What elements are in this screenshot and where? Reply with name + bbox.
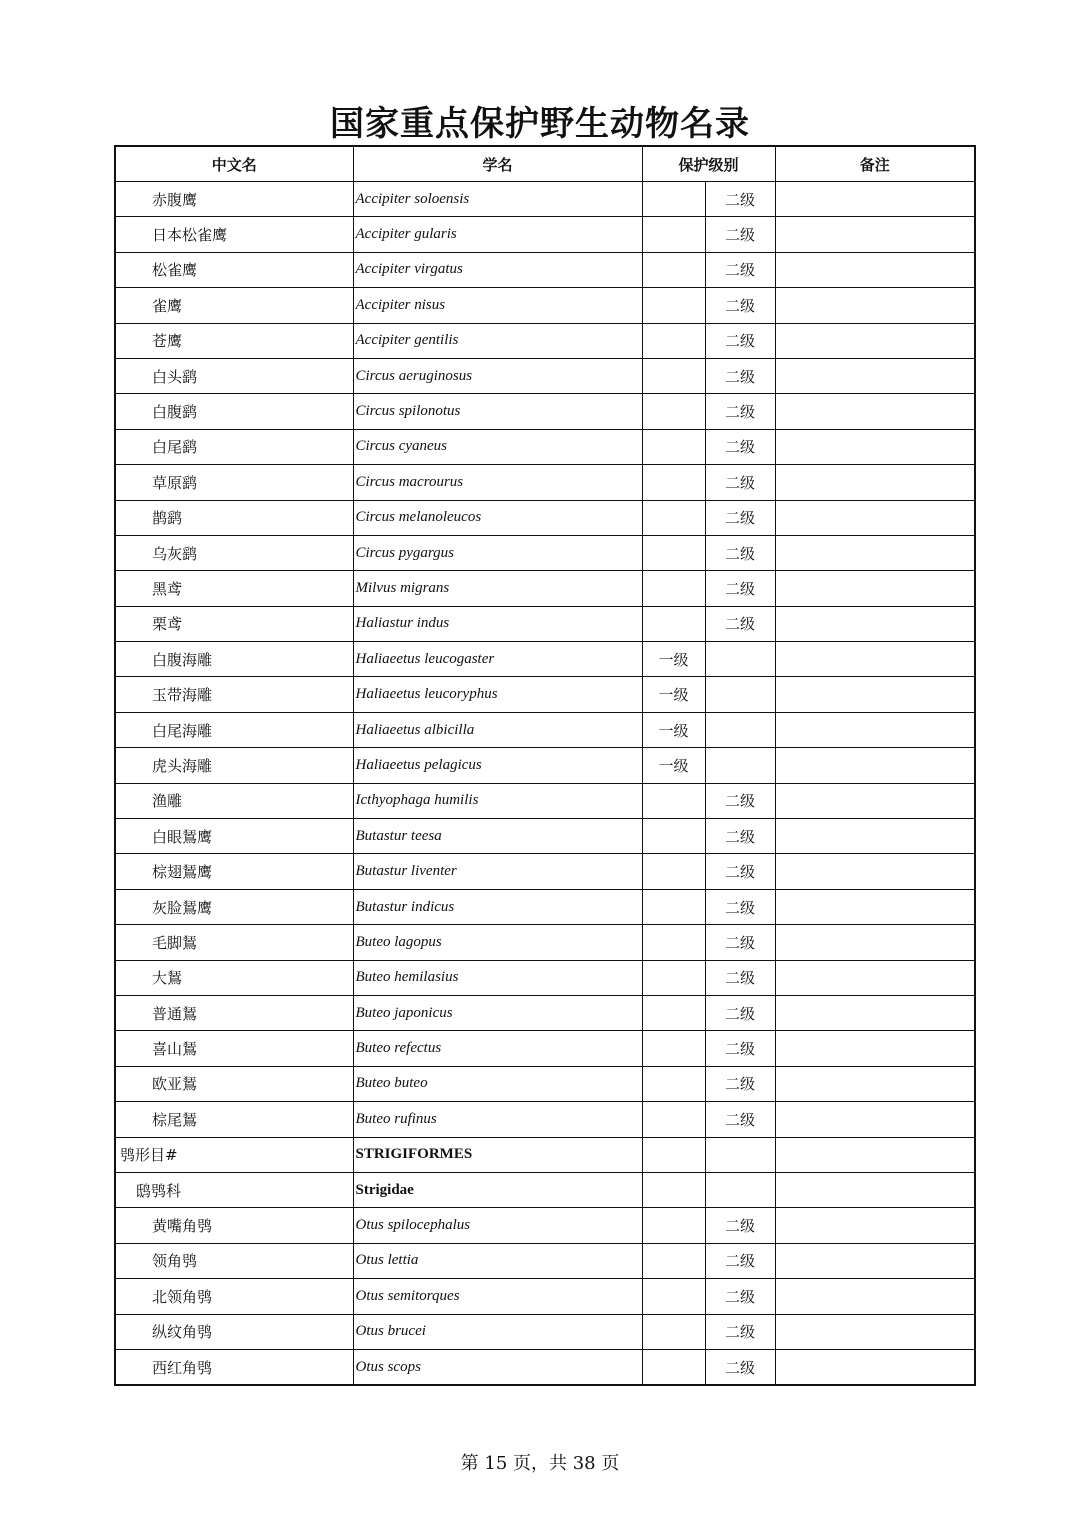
notes-cell xyxy=(775,712,975,747)
notes-cell xyxy=(775,606,975,641)
scientific-name-cell: Butastur liventer xyxy=(353,854,642,889)
page-title: 国家重点保护野生动物名录 xyxy=(330,104,750,144)
family-row xyxy=(115,1172,975,1207)
level-two-cell: 二级 xyxy=(705,465,775,500)
level-two-cell: 二级 xyxy=(705,1314,775,1349)
table-row xyxy=(115,819,975,854)
chinese-name-cell: 北领角鸮 xyxy=(115,1279,353,1314)
level-two-cell xyxy=(705,677,775,712)
table-row xyxy=(115,854,975,889)
level-one-cell xyxy=(642,1279,705,1314)
notes-cell xyxy=(775,358,975,393)
level-two-cell: 二级 xyxy=(705,1031,775,1066)
level-one-cell xyxy=(642,465,705,500)
table-header-row xyxy=(115,146,975,182)
notes-cell xyxy=(775,535,975,570)
level-two-cell: 二级 xyxy=(705,783,775,818)
scientific-name-cell: Milvus migrans xyxy=(353,571,642,606)
notes-cell xyxy=(775,1031,975,1066)
notes-cell xyxy=(775,323,975,358)
chinese-name-cell: 渔雕 xyxy=(115,783,353,818)
notes-cell xyxy=(775,783,975,818)
table-row xyxy=(115,465,975,500)
header-scientific-name: 学名 xyxy=(353,146,642,182)
chinese-name-cell: 赤腹鹰 xyxy=(115,182,353,217)
notes-cell xyxy=(775,1349,975,1385)
level-two-cell: 二级 xyxy=(705,252,775,287)
level-one-cell xyxy=(642,571,705,606)
scientific-name-cell: Otus brucei xyxy=(353,1314,642,1349)
notes-cell xyxy=(775,960,975,995)
notes-cell xyxy=(775,394,975,429)
chinese-name-cell: 鹊鹞 xyxy=(115,500,353,535)
notes-cell xyxy=(775,925,975,960)
chinese-name-cell: 日本松雀鹰 xyxy=(115,217,353,252)
notes-cell xyxy=(775,1208,975,1243)
level-two-cell: 二级 xyxy=(705,606,775,641)
notes-cell xyxy=(775,1314,975,1349)
scientific-name-cell: Otus semitorques xyxy=(353,1279,642,1314)
chinese-name-cell: 草原鹞 xyxy=(115,465,353,500)
level-one-cell xyxy=(642,889,705,924)
level-one-cell xyxy=(642,252,705,287)
table-row xyxy=(115,712,975,747)
scientific-name-cell: Accipiter soloensis xyxy=(353,182,642,217)
notes-cell xyxy=(775,748,975,783)
scientific-name-cell: Circus spilonotus xyxy=(353,394,642,429)
level-two-cell: 二级 xyxy=(705,500,775,535)
table-row xyxy=(115,925,975,960)
chinese-name-cell: 白眼鵟鹰 xyxy=(115,819,353,854)
scientific-name-cell: Otus lettia xyxy=(353,1243,642,1278)
level-one-cell xyxy=(642,995,705,1030)
level-two-cell: 二级 xyxy=(705,1066,775,1101)
scientific-name-cell: Haliastur indus xyxy=(353,606,642,641)
scientific-name-cell: Circus cyaneus xyxy=(353,429,642,464)
chinese-name-cell: 乌灰鹞 xyxy=(115,535,353,570)
chinese-name-cell: 黄嘴角鸮 xyxy=(115,1208,353,1243)
level-one-cell xyxy=(642,1031,705,1066)
chinese-name-cell: 虎头海雕 xyxy=(115,748,353,783)
level-one-cell xyxy=(642,182,705,217)
level-two-cell xyxy=(705,748,775,783)
notes-cell xyxy=(775,677,975,712)
scientific-name-cell: Buteo hemilasius xyxy=(353,960,642,995)
scientific-name-cell: Butastur teesa xyxy=(353,819,642,854)
table-row xyxy=(115,642,975,677)
level-two-cell: 二级 xyxy=(705,394,775,429)
chinese-name-cell: 毛脚鵟 xyxy=(115,925,353,960)
scientific-name-cell: Circus melanoleucos xyxy=(353,500,642,535)
scientific-name-cell: Butastur indicus xyxy=(353,889,642,924)
level-one-cell xyxy=(642,1243,705,1278)
notes-cell xyxy=(775,288,975,323)
level-one-cell xyxy=(642,394,705,429)
level-two-cell xyxy=(705,1137,775,1172)
chinese-name-cell: 棕翅鵟鹰 xyxy=(115,854,353,889)
table-row xyxy=(115,571,975,606)
scientific-name-cell: Circus pygargus xyxy=(353,535,642,570)
level-two-cell: 二级 xyxy=(705,1279,775,1314)
notes-cell xyxy=(775,252,975,287)
level-two-cell: 二级 xyxy=(705,1102,775,1137)
level-two-cell: 二级 xyxy=(705,925,775,960)
level-two-cell: 二级 xyxy=(705,358,775,393)
scientific-name-cell: Accipiter gentilis xyxy=(353,323,642,358)
scientific-name-cell: Buteo lagopus xyxy=(353,925,642,960)
chinese-name-cell: 大鵟 xyxy=(115,960,353,995)
level-one-cell xyxy=(642,1172,705,1207)
chinese-name-cell: 白尾鹞 xyxy=(115,429,353,464)
level-one-cell: 一级 xyxy=(642,748,705,783)
table-row xyxy=(115,995,975,1030)
level-one-cell xyxy=(642,323,705,358)
chinese-name-cell: 普通鵟 xyxy=(115,995,353,1030)
level-one-cell: 一级 xyxy=(642,642,705,677)
level-one-cell: 一级 xyxy=(642,712,705,747)
table-row xyxy=(115,1349,975,1385)
level-two-cell: 二级 xyxy=(705,995,775,1030)
table-row xyxy=(115,323,975,358)
notes-cell xyxy=(775,889,975,924)
scientific-name-cell: Otus scops xyxy=(353,1349,642,1385)
table-row xyxy=(115,288,975,323)
level-two-cell: 二级 xyxy=(705,819,775,854)
chinese-name-cell: 雀鹰 xyxy=(115,288,353,323)
chinese-name-cell: 白头鹞 xyxy=(115,358,353,393)
scientific-name-cell: Strigidae xyxy=(353,1172,642,1207)
chinese-name-cell: 白腹海雕 xyxy=(115,642,353,677)
scientific-name-cell: Accipiter gularis xyxy=(353,217,642,252)
level-one-cell xyxy=(642,500,705,535)
chinese-name-cell: 白腹鹞 xyxy=(115,394,353,429)
level-one-cell xyxy=(642,358,705,393)
scientific-name-cell: Accipiter virgatus xyxy=(353,252,642,287)
level-one-cell xyxy=(642,1066,705,1101)
table-row xyxy=(115,748,975,783)
level-one-cell xyxy=(642,217,705,252)
level-two-cell: 二级 xyxy=(705,288,775,323)
table-row xyxy=(115,394,975,429)
chinese-name-cell: 鸮形目# xyxy=(115,1137,353,1172)
scientific-name-cell: Haliaeetus leucogaster xyxy=(353,642,642,677)
level-one-cell xyxy=(642,819,705,854)
notes-cell xyxy=(775,1066,975,1101)
chinese-name-cell: 灰脸鵟鹰 xyxy=(115,889,353,924)
scientific-name-cell: Icthyophaga humilis xyxy=(353,783,642,818)
level-one-cell xyxy=(642,429,705,464)
table-row xyxy=(115,358,975,393)
table-row xyxy=(115,889,975,924)
chinese-name-cell: 纵纹角鸮 xyxy=(115,1314,353,1349)
chinese-name-cell: 欧亚鵟 xyxy=(115,1066,353,1101)
level-one-cell xyxy=(642,960,705,995)
level-two-cell: 二级 xyxy=(705,429,775,464)
table-row xyxy=(115,783,975,818)
chinese-name-cell: 领角鸮 xyxy=(115,1243,353,1278)
level-one-cell xyxy=(642,925,705,960)
level-one-cell xyxy=(642,1208,705,1243)
notes-cell xyxy=(775,465,975,500)
scientific-name-cell: Haliaeetus leucoryphus xyxy=(353,677,642,712)
scientific-name-cell: Otus spilocephalus xyxy=(353,1208,642,1243)
level-one-cell xyxy=(642,1314,705,1349)
chinese-name-cell: 苍鹰 xyxy=(115,323,353,358)
level-one-cell xyxy=(642,1102,705,1137)
level-one-cell xyxy=(642,1137,705,1172)
level-two-cell: 二级 xyxy=(705,854,775,889)
header-protection-level: 保护级别 xyxy=(642,146,775,182)
level-two-cell: 二级 xyxy=(705,1349,775,1385)
notes-cell xyxy=(775,819,975,854)
chinese-name-cell: 西红角鸮 xyxy=(115,1349,353,1385)
chinese-name-cell: 玉带海雕 xyxy=(115,677,353,712)
level-two-cell: 二级 xyxy=(705,889,775,924)
notes-cell xyxy=(775,1102,975,1137)
notes-cell xyxy=(775,182,975,217)
level-two-cell: 二级 xyxy=(705,1243,775,1278)
table-row xyxy=(115,1279,975,1314)
table-row xyxy=(115,535,975,570)
chinese-name-cell: 松雀鹰 xyxy=(115,252,353,287)
table-row xyxy=(115,1208,975,1243)
level-one-cell xyxy=(642,1349,705,1385)
level-two-cell: 二级 xyxy=(705,1208,775,1243)
table-row xyxy=(115,1314,975,1349)
chinese-name-cell: 喜山鵟 xyxy=(115,1031,353,1066)
notes-cell xyxy=(775,571,975,606)
level-two-cell: 二级 xyxy=(705,535,775,570)
table-row xyxy=(115,1031,975,1066)
table-row xyxy=(115,677,975,712)
chinese-name-cell: 栗鸢 xyxy=(115,606,353,641)
level-one-cell xyxy=(642,535,705,570)
notes-cell xyxy=(775,1243,975,1278)
level-two-cell: 二级 xyxy=(705,571,775,606)
notes-cell xyxy=(775,1172,975,1207)
level-two-cell xyxy=(705,712,775,747)
order-row xyxy=(115,1137,975,1172)
table-row xyxy=(115,960,975,995)
scientific-name-cell: Circus aeruginosus xyxy=(353,358,642,393)
level-two-cell: 二级 xyxy=(705,323,775,358)
chinese-name-cell: 鸱鸮科 xyxy=(115,1172,353,1207)
scientific-name-cell: Buteo refectus xyxy=(353,1031,642,1066)
scientific-name-cell: STRIGIFORMES xyxy=(353,1137,642,1172)
chinese-name-cell: 黑鸢 xyxy=(115,571,353,606)
level-one-cell xyxy=(642,606,705,641)
notes-cell xyxy=(775,429,975,464)
level-two-cell xyxy=(705,642,775,677)
notes-cell xyxy=(775,854,975,889)
notes-cell xyxy=(775,642,975,677)
level-two-cell: 二级 xyxy=(705,217,775,252)
table-row xyxy=(115,1066,975,1101)
table-row xyxy=(115,252,975,287)
scientific-name-cell: Circus macrourus xyxy=(353,465,642,500)
header-notes: 备注 xyxy=(775,146,975,182)
chinese-name-cell: 白尾海雕 xyxy=(115,712,353,747)
notes-cell xyxy=(775,995,975,1030)
level-one-cell xyxy=(642,783,705,818)
table-row xyxy=(115,182,975,217)
scientific-name-cell: Haliaeetus albicilla xyxy=(353,712,642,747)
table-row xyxy=(115,606,975,641)
scientific-name-cell: Haliaeetus pelagicus xyxy=(353,748,642,783)
table-row xyxy=(115,429,975,464)
table-row xyxy=(115,1102,975,1137)
table-body xyxy=(115,182,975,1386)
notes-cell xyxy=(775,1279,975,1314)
notes-cell xyxy=(775,1137,975,1172)
scientific-name-cell: Buteo rufinus xyxy=(353,1102,642,1137)
level-two-cell: 二级 xyxy=(705,960,775,995)
level-one-cell xyxy=(642,854,705,889)
notes-cell xyxy=(775,217,975,252)
page-footer: 第 15 页，共 38 页 xyxy=(460,1453,620,1474)
table-row xyxy=(115,217,975,252)
notes-cell xyxy=(775,500,975,535)
species-table xyxy=(114,145,976,1386)
chinese-name-cell: 棕尾鵟 xyxy=(115,1102,353,1137)
level-two-cell: 二级 xyxy=(705,182,775,217)
header-chinese-name: 中文名 xyxy=(115,146,353,182)
scientific-name-cell: Buteo japonicus xyxy=(353,995,642,1030)
table-row xyxy=(115,1243,975,1278)
level-two-cell xyxy=(705,1172,775,1207)
table-row xyxy=(115,500,975,535)
scientific-name-cell: Buteo buteo xyxy=(353,1066,642,1101)
level-one-cell xyxy=(642,288,705,323)
scientific-name-cell: Accipiter nisus xyxy=(353,288,642,323)
level-one-cell: 一级 xyxy=(642,677,705,712)
